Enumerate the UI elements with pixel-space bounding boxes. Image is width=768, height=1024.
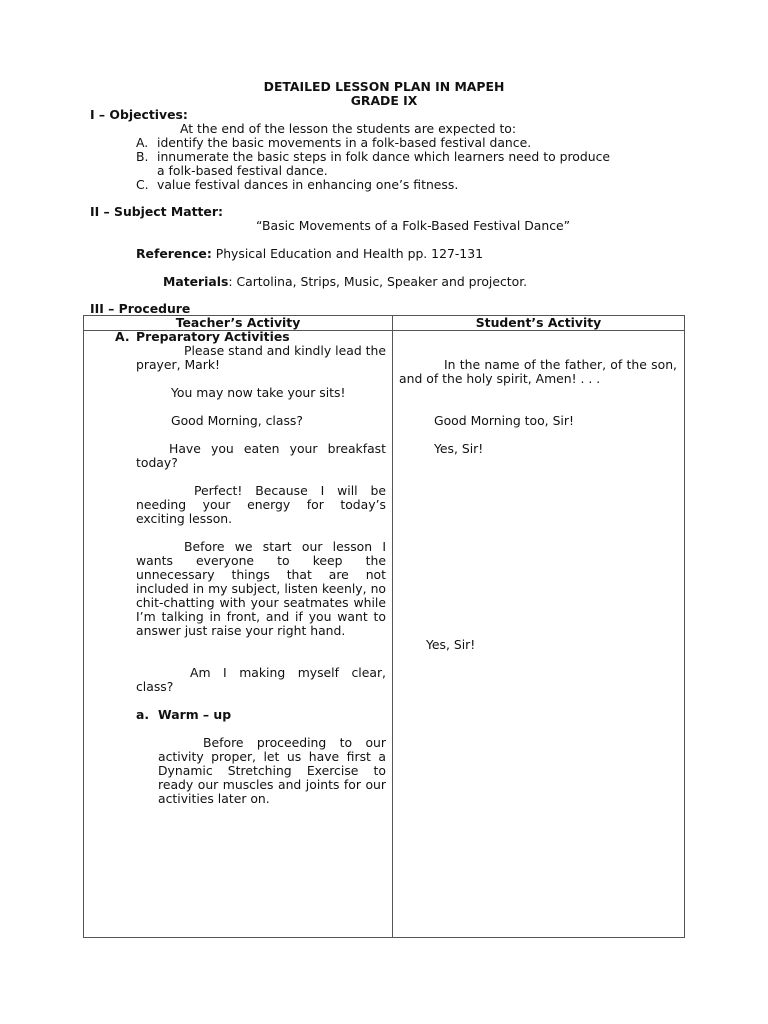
teacher-column-header: Teacher’s Activity: [175, 315, 301, 330]
teacher-sits: You may now take your sits!: [171, 385, 346, 400]
column-divider: [392, 316, 393, 937]
subject-topic: “Basic Movements of a Folk-Based Festival Dance”: [256, 218, 571, 233]
objective-marker-c: C.: [136, 177, 149, 192]
materials-line: [163, 275, 527, 289]
student-prayer: In the name of the father, of the son, and of the holy spirit, Amen! . . .: [399, 357, 677, 386]
document-title: DETAILED LESSON PLAN IN MAPEH: [263, 79, 505, 94]
teacher-breakfast: Have you eaten your breakfast today?: [136, 441, 386, 470]
materials-value: : Cartolina, Strips, Music, Speaker and projector.: [228, 274, 528, 289]
reference-line: [136, 247, 483, 261]
warmup-title: Warm – up: [158, 707, 232, 722]
warmup-marker: a.: [136, 707, 150, 722]
objective-b-cont: a folk-based festival dance.: [157, 163, 328, 178]
materials-label: Materials: [163, 274, 229, 289]
student-yes-2: Yes, Sir!: [426, 637, 476, 652]
section-marker: A.: [115, 329, 130, 344]
teacher-rules: Before we start our lesson I wants everyone to keep the unnecessary things that are not included in my subject, listen keenly, no chit-chatting with your seatmates while I’m talking in front, and if you want to answer just raise your right hand.: [136, 539, 386, 638]
teacher-prayer: Please stand and kindly lead the prayer, Mark!: [136, 343, 386, 372]
objective-b: innumerate the basic steps in folk dance which learners need to produce: [157, 149, 611, 164]
objective-c: value festival dances in enhancing one’s fitness.: [157, 177, 459, 192]
teacher-clear: Am I making myself clear, class?: [136, 665, 386, 694]
procedure-heading: III – Procedure: [90, 301, 191, 316]
objectives-intro: At the end of the lesson the students are expected to:: [180, 121, 517, 136]
reference-label: Reference:: [136, 246, 212, 261]
objective-marker-a: A.: [136, 135, 149, 150]
student-yes-1: Yes, Sir!: [434, 441, 484, 456]
objective-marker-b: B.: [136, 149, 149, 164]
warmup-text: Before proceeding to our activity proper, let us have first a Dynamic Stretching Exercise to ready our muscles and joints for our activities later on.: [158, 735, 386, 806]
section-title: Preparatory Activities: [136, 329, 290, 344]
student-greeting: Good Morning too, Sir!: [434, 413, 574, 428]
reference-value: Physical Education and Health pp. 127-131: [215, 246, 483, 261]
student-column-header: Student’s Activity: [475, 315, 602, 330]
grade-level: GRADE IX: [350, 93, 418, 108]
subject-matter-heading: II – Subject Matter:: [90, 204, 223, 219]
teacher-greeting: Good Morning, class?: [171, 413, 303, 428]
teacher-perfect: Perfect! Because I will be needing your energy for today’s exciting lesson.: [136, 483, 386, 526]
objective-a: identify the basic movements in a folk-based festival dance.: [157, 135, 532, 150]
objectives-heading: I – Objectives:: [90, 107, 188, 122]
